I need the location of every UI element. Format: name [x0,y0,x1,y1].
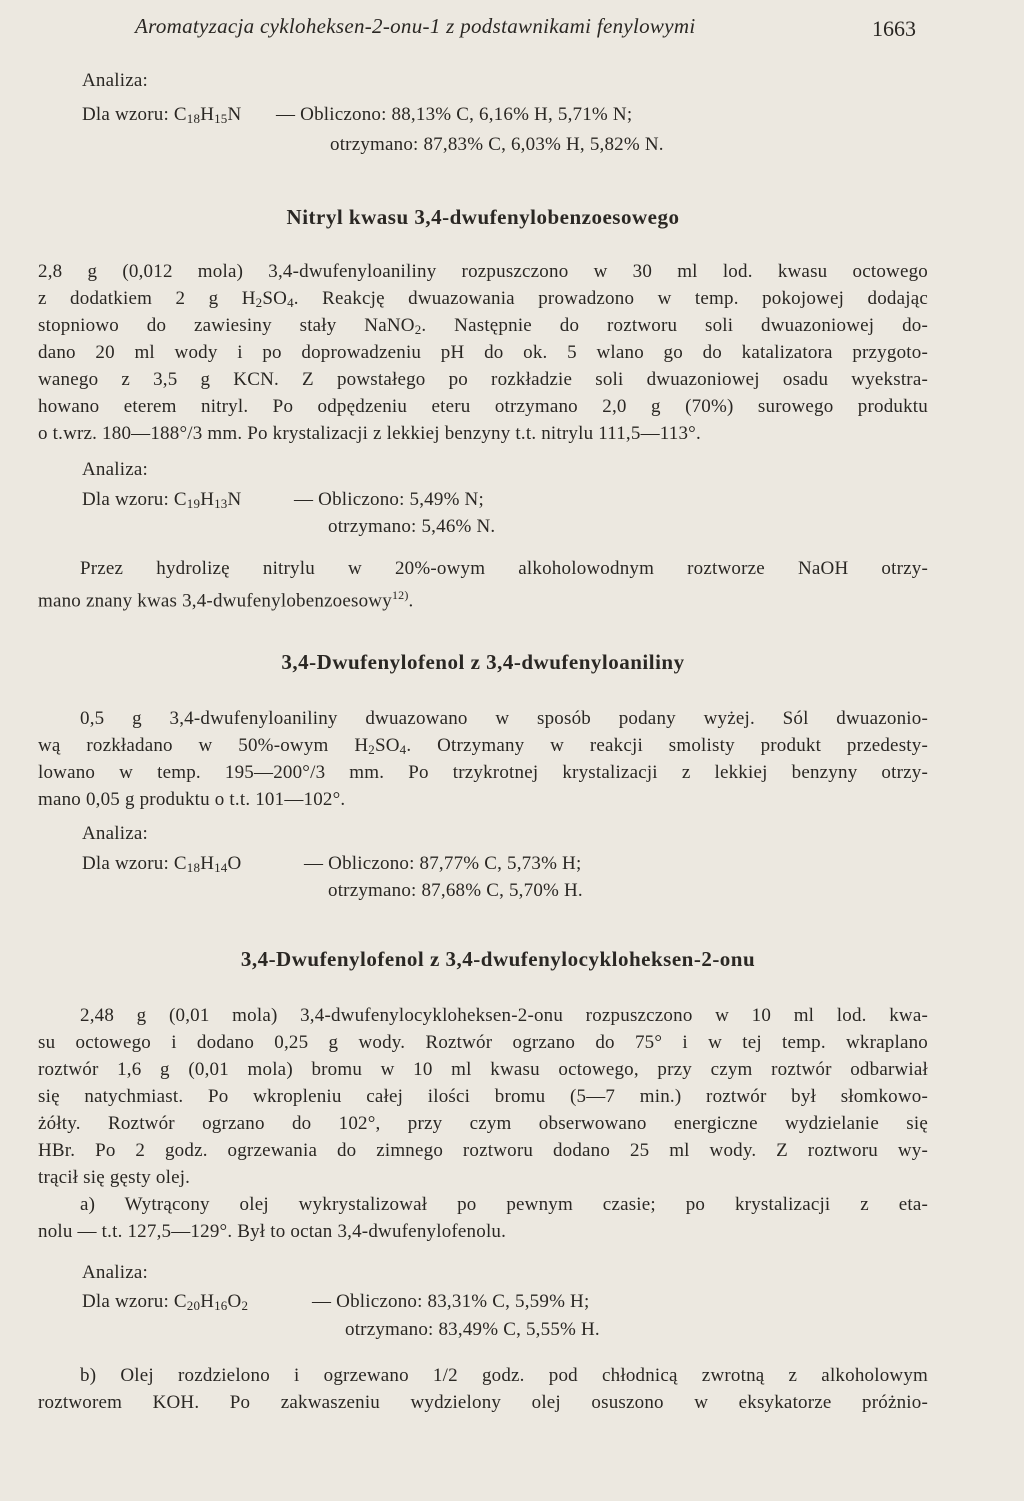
analysis-label: Analiza: [82,1262,148,1283]
page-number: 1663 [872,16,916,41]
found-row [328,513,495,540]
paragraph [38,555,928,612]
formula: $C_{18}H_{15}N$ [173,104,242,126]
section-heading: 3,4-Dwufenylofenol z 3,4-dwufenyloaniliny [281,650,685,674]
text-line: howano eterem nitryl. Po odpędzeniu eteru otrzymano 2,0 g (70%) surowego produktu [38,396,928,417]
text-line: się natychmiast. Po wkropleniu całej ilości bromu (5—7 min.) roztwór był słomkowo- [38,1086,928,1107]
found-row [330,131,664,158]
calc-label: — Obliczono: [294,489,405,510]
text-line: a) Wytrącony olej wykrystalizował po pewnym czasie; po krystalizacji z eta- [80,1194,928,1215]
paragraph [38,1362,928,1416]
text-line: roztworem KOH. Po zakwaszeniu wydzielony olej osuszono w eksykatorze próżnio- [38,1392,928,1413]
text-line: 2,8 g (0,012 mola) 3,4-dwufenyloaniliny rozpuszczono w 30 ml lod. kwasu octowego [38,261,928,282]
found-values: 5,46% N. [421,516,496,537]
analysis-label: Analiza: [82,70,148,91]
formula: $C_{18}H_{14}O$ [173,853,242,875]
formula: $C_{19}H_{13}N$ [173,489,242,511]
calc-values: 88,13% C, 6,16% H, 5,71% N; [391,104,633,125]
text-line: wą rozkładano w 50%-owym $H_2SO_4$. Otrzymany w reakcji smolisty produkt przedesty- [38,735,928,757]
found-values: 87,68% C, 5,70% H. [421,880,583,901]
analysis-label: Analiza: [82,459,148,480]
paragraph [38,1002,928,1245]
text-line: o t.wrz. 180—188°/3 mm. Po krystalizacji z lekkiej benzyny t.t. nitrylu 111,5—113°. [38,423,701,444]
analysis-label: Analiza: [82,823,148,844]
section-heading: Nitryl kwasu 3,4-dwufenylobenzoesowego [286,205,680,229]
formula-prefix: Dla wzoru: [82,853,169,874]
analysis-formula-row [82,850,241,877]
running-header-title: Aromatyzacja cykloheksen-2-onu-1 z podstawnikami fenylowymi [135,14,696,38]
text-line: roztwór 1,6 g (0,01 mola) bromu w 10 ml kwasu octowego, przy czym roztwór odbarwiał [38,1059,928,1080]
calc-label: — Obliczono: [312,1291,423,1312]
found-label: otrzymano: [328,880,417,901]
text-line: lowano w temp. 195—200°/3 mm. Po trzykrotnej krystalizacji z lekkiej benzyny otrzy- [38,762,928,783]
calc-label: — Obliczono: [304,853,415,874]
text-line: trącił się gęsty olej. [38,1167,191,1188]
text-line: stopniowo do zawiesiny stały NaNO$_2$. Następnie do roztworu soli dwuazoniowej do- [38,315,928,337]
paragraph [38,705,928,813]
found-label: otrzymano: [330,134,419,155]
formula: $C_{20}H_{16}O_2$ [173,1291,249,1313]
paragraph [38,258,928,447]
found-values: 83,49% C, 5,55% H. [438,1319,600,1340]
calc-row [312,1288,589,1315]
found-row [345,1316,600,1343]
text-line: dano 20 ml wody i po doprowadzeniu pH do ok. 5 wlano go do katalizatora przygoto- [38,342,928,363]
found-values: 87,83% C, 6,03% H, 5,82% N. [423,134,664,155]
found-row [328,877,583,904]
text-line: b) Olej rozdzielono i ogrzewano 1/2 godz. pod chłodnicą zwrotną z alkoholowym [80,1365,928,1386]
text-line: Przez hydrolizę nitrylu w 20%-owym alkoholowodnym roztworze NaOH otrzy- [80,558,928,579]
text-line: 0,5 g 3,4-dwufenyloaniliny dwuazowano w sposób podany wyżej. Sól dwuazonio- [80,708,928,729]
text-line: mano 0,05 g produktu o t.t. 101—102°. [38,789,346,810]
formula-prefix: Dla wzoru: [82,489,169,510]
text-line: wanego z 3,5 g KCN. Z powstałego po rozkładzie soli dwuazoniowej osadu wyekstra- [38,369,928,390]
calc-row [304,850,581,877]
analysis-formula-row [82,486,241,513]
found-label: otrzymano: [328,516,417,537]
calc-label: — Obliczono: [276,104,387,125]
found-label: otrzymano: [345,1319,434,1340]
text-line: z dodatkiem 2 g $H_2SO_4$. Reakcję dwuazowania prowadzono w temp. pokojowej dodając [38,288,928,310]
calc-row [276,101,632,128]
text-line: su octowego i dodano 0,25 g wody. Roztwór ogrzano do 75° i w tej temp. wkraplano [38,1032,928,1053]
calc-values: 83,31% C, 5,59% H; [427,1291,590,1312]
text-line: HBr. Po 2 godz. ogrzewania do zimnego roztworu dodano 25 ml wody. Z roztworu wy- [38,1140,928,1161]
text-line: 2,48 g (0,01 mola) 3,4-dwufenylocykloheksen-2-onu rozpuszczono w 10 ml lod. kwa- [80,1005,928,1026]
text-line: żółty. Roztwór ogrzano do 102°, przy czym obserwowano energiczne wydzielanie się [38,1113,928,1134]
analysis-formula-row [82,1288,248,1315]
formula-prefix: Dla wzoru: [82,104,169,125]
calc-values: 87,77% C, 5,73% H; [419,853,582,874]
calc-values: 5,49% N; [409,489,484,510]
section-heading: 3,4-Dwufenylofenol z 3,4-dwufenylocykloheksen-2-onu [240,947,756,971]
text-line: nolu — t.t. 127,5—129°. Był to octan 3,4-dwufenylofenolu. [38,1221,507,1242]
analysis-formula-row [82,101,241,128]
formula-prefix: Dla wzoru: [82,1291,169,1312]
text-line: mano znany kwas 3,4-dwufenylobenzoesowy$^{12)}$. [38,588,414,612]
calc-row [294,486,484,513]
